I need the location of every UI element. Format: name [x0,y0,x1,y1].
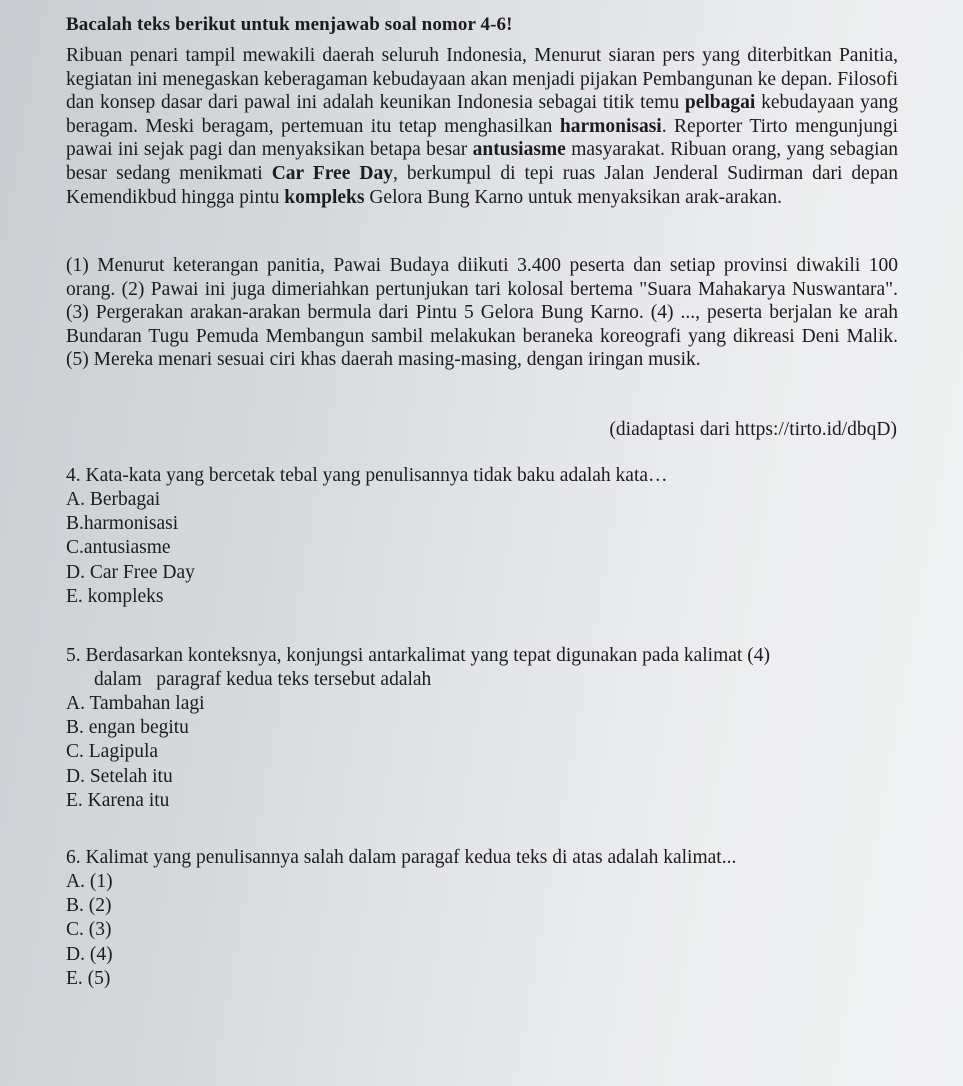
question-5-stem-continued: dalam paragraf kedua teks tersebut adalah [94,669,432,690]
q5-option-a: A. Tambahan lagi [66,693,205,714]
reading-paragraph-2: (1) Menurut keterangan panitia, Pawai Budaya diikuti 3.400 peserta dan setiap provinsi diwakili 100 orang. (2) Pawai ini juga dimeriahkan pertunjukan tari kolosal bertema "Suara Mahakarya Nuswantara". (3) Pergerakan arakan-arakan bermula dari Pintu 5 Gelora Bung Karno. (4) ..., peserta berjalan ke arah Bundaran Tugu Pemuda Membangun sambil melakukan beraneka koreografi yang dikreasi Deni Malik. (5) Mereka menari sesuai ciri khas daerah masing-masing, dengan iringan musik. [66,255,898,371]
reading-paragraph-1 [66,44,898,209]
question-4 [66,464,906,609]
q6-option-e: E. (5) [66,967,111,989]
question-5-options [66,692,906,813]
bold-word-kompleks: kompleks [284,186,365,208]
p1-text-6: Gelora Bung Karno untuk menyaksikan arak-arakan. [364,186,782,208]
q4-option-b: B.harmonisasi [66,513,179,535]
p1-text-5: , berkumpul di tepi ruas Jalan Jenderal Sudirman dari depan Kemendikbud hingga pintu [66,162,898,208]
q4-option-c: C.antusiasme [66,537,171,559]
question-4-stem: 4. Kata-kata yang bercetak tebal yang penulisannya tidak baku adalah kata… [66,465,668,486]
bold-word-car-free-day: Car Free Day [271,162,393,184]
bold-word-antusiasme: antusiasme [472,139,566,161]
question-6-options [66,870,906,991]
q5-option-e: E. Karena itu [66,789,170,811]
q5-option-b: B. engan begitu [66,717,189,739]
q4-option-e: E. kompleks [66,585,164,607]
bold-word-pelbagai: pelbagai [684,92,756,114]
question-6-stem: 6. Kalimat yang penulisannya salah dalam paragaf kedua teks di atas adalah kalimat... [66,847,737,868]
question-5 [66,644,906,813]
question-6 [66,846,906,991]
p1-text-4: masyarakat. Ribuan orang, yang sebagian besar sedang menikmati [66,139,898,184]
q6-option-a: A. (1) [66,871,113,892]
question-4-options [66,488,906,609]
q6-option-d: D. (4) [66,943,113,965]
p1-text-1: Ribuan penari tampil mewakili daerah seluruh Indonesia, Menurut siaran pers yang diterbitkan Panitia, kegiatan ini menegaskan keberagaman kebudayaan akan menjadi pijakan Pembangunan ke depan. Filosofi dan konsep dasar dari pawal ini adalah keunikan Indonesia sebagai titik temu [66,45,898,114]
p1-text-3: . Reporter Tirto mengunjungi pawai ini sejak pagi dan menyaksikan betapa besar [66,115,898,161]
q5-option-d: D. Setelah itu [66,765,173,787]
bold-word-harmonisasi: harmonisasi [559,115,662,137]
question-5-stem: 5. Berdasarkan konteksnya, konjungsi antarkalimat yang tepat digunakan pada kalimat (4) [66,645,770,666]
p1-text-2: kebudayaan yang beragam. Meski beragam, pertemuan itu tetap menghasilkan [66,92,898,137]
q6-option-c: C. (3) [66,919,112,941]
q4-option-a: A. Berbagai [66,489,161,510]
q6-option-b: B. (2) [66,895,112,917]
q4-option-d: D. Car Free Day [66,561,195,583]
instruction-heading: Bacalah teks berikut untuk menjawab soal nomor 4-6! [66,14,513,35]
q5-option-c: C. Lagipula [66,741,159,763]
source-citation: (diadaptasi dari https://tirto.id/dbqD) [609,419,897,440]
